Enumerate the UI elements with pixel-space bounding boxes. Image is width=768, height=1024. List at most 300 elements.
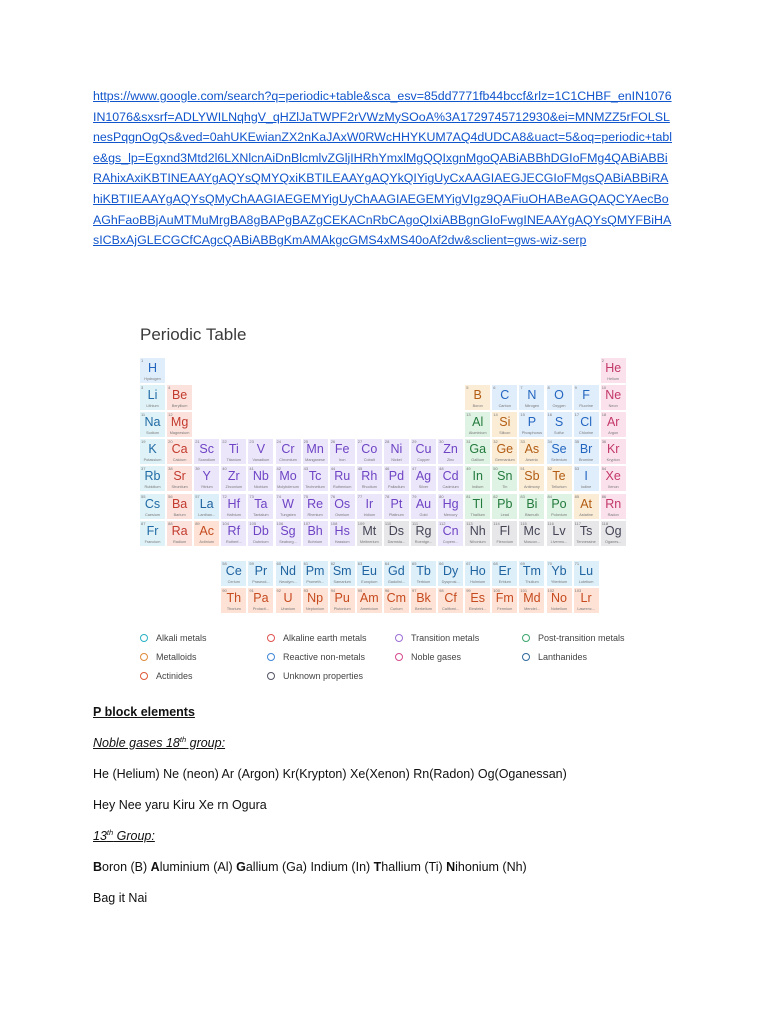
- legend-item: [267, 670, 363, 682]
- element-name: Darmsta...: [387, 539, 406, 544]
- atomic-number: 62: [330, 560, 336, 566]
- element-i: [574, 466, 599, 491]
- element-symbol: Ni: [390, 442, 403, 457]
- legend-label: Unknown properties: [283, 671, 364, 681]
- atomic-number: 103: [574, 587, 582, 593]
- element-sm: [330, 561, 355, 586]
- element-symbol: Sc: [199, 442, 214, 457]
- atomic-number: 95: [357, 587, 363, 593]
- element-symbol: In: [472, 469, 483, 484]
- element-symbol: Ac: [199, 523, 214, 538]
- element-symbol: Pu: [334, 590, 350, 605]
- element-au: [411, 494, 436, 519]
- atomic-number: 75: [303, 493, 309, 499]
- atomic-number: 18: [601, 412, 607, 418]
- element-symbol: Nb: [252, 469, 269, 484]
- element-name: Hassium: [334, 539, 350, 544]
- element-lu: [574, 561, 599, 586]
- element-symbol: No: [551, 590, 567, 605]
- legend-circle-icon: [395, 653, 403, 661]
- element-name: Fluorine: [579, 404, 593, 409]
- element-symbol: Ra: [171, 523, 188, 538]
- atomic-number: 17: [574, 412, 580, 418]
- element-symbol: Tc: [308, 469, 322, 484]
- element-symbol: Te: [552, 469, 566, 484]
- atomic-number: 79: [412, 493, 417, 499]
- atomic-number: 1: [141, 358, 144, 363]
- element-name: Lawrenc...: [577, 606, 595, 611]
- atomic-number: 9: [574, 385, 577, 391]
- element-te: [547, 466, 572, 491]
- element-symbol: I: [584, 469, 588, 484]
- element-symbol: Bh: [307, 523, 323, 538]
- element-o: [547, 385, 572, 410]
- element-name: Antimony: [523, 485, 540, 490]
- atomic-number: 73: [249, 493, 254, 499]
- element-db: [248, 521, 273, 546]
- element-name: Magnesium: [169, 431, 190, 436]
- element-text: luminium (Al): [159, 860, 237, 874]
- element-symbol: Y: [202, 469, 211, 484]
- element-name: Rhodium: [361, 485, 377, 490]
- element-hf: [221, 494, 246, 519]
- atomic-number: 15: [520, 412, 525, 418]
- element-symbol: Lr: [580, 590, 592, 605]
- element-name: Carbon: [498, 404, 512, 409]
- legend-circle-icon: [140, 634, 148, 642]
- element-name: Californi...: [442, 606, 460, 611]
- element-name: Argon: [608, 431, 619, 436]
- element-symbol: Br: [579, 442, 593, 457]
- element-name: Iron: [338, 458, 346, 463]
- atomic-number: 69: [520, 560, 525, 566]
- element-symbol: Nh: [469, 523, 486, 538]
- element-be: [167, 385, 192, 410]
- element-symbol: Po: [551, 496, 567, 511]
- element-symbol: Cm: [386, 590, 407, 605]
- atomic-number: 22: [222, 439, 227, 445]
- atomic-number: 82: [493, 493, 498, 499]
- element-symbol: Fe: [334, 442, 350, 457]
- element-symbol: At: [580, 496, 592, 511]
- legend-label: Actinides: [156, 671, 193, 681]
- element-name: Bromine: [579, 458, 594, 463]
- element-os: [330, 494, 355, 519]
- atomic-number: 38: [168, 466, 173, 472]
- element-symbol: Gd: [388, 563, 405, 578]
- legend-item: [395, 651, 461, 663]
- element-name: Mendel...: [524, 606, 540, 611]
- legend-item: [140, 670, 193, 682]
- element-symbol: Hf: [227, 496, 241, 511]
- element-symbol: Es: [470, 590, 485, 605]
- bold-initial: B: [93, 860, 103, 874]
- legend-label: Alkali metals: [156, 633, 207, 643]
- atomic-number: 117: [574, 520, 581, 526]
- element-name: Scandium: [198, 458, 216, 463]
- element-text: hallium (Ti): [381, 860, 447, 874]
- element-cr: [276, 439, 301, 464]
- element-symbol: Cd: [442, 469, 459, 484]
- atomic-number: 56: [168, 493, 173, 499]
- element-name: Thallium: [470, 512, 485, 517]
- atomic-number: 87: [141, 520, 146, 526]
- element-sn: [492, 466, 517, 491]
- atomic-number: 7: [520, 385, 523, 391]
- element-symbol: S: [554, 415, 564, 430]
- element-y: [194, 466, 219, 491]
- element-symbol: Rb: [144, 469, 161, 484]
- element-name: Ruthenium: [333, 485, 352, 490]
- element-cf: [438, 588, 463, 613]
- element-symbol: Pb: [497, 496, 513, 511]
- element-symbol: Zn: [443, 442, 458, 457]
- element-name: Aluminium: [468, 431, 487, 436]
- atomic-number: 33: [520, 439, 525, 445]
- element-br: [574, 439, 599, 464]
- element-name: Cadmium: [442, 485, 459, 490]
- element-name: Iridium: [363, 512, 375, 517]
- element-zn: [438, 439, 463, 464]
- element-symbol: Sb: [524, 469, 540, 484]
- periodic-table-figure: [137, 318, 657, 690]
- element-name: Rhenium: [307, 512, 323, 517]
- element-name: Copern...: [442, 539, 459, 544]
- atomic-number: 5: [466, 385, 469, 391]
- element-symbol: Ag: [415, 469, 432, 484]
- element-symbol: Al: [472, 415, 484, 430]
- element-tm: [519, 561, 544, 586]
- atomic-number: 34: [547, 439, 552, 445]
- element-name: Lutetium: [578, 579, 594, 584]
- element-symbol: Rh: [361, 469, 378, 484]
- element-symbol: K: [148, 442, 157, 457]
- p-block-heading: P block elements: [93, 705, 195, 719]
- element-symbol: C: [500, 388, 510, 403]
- element-li: [140, 385, 165, 410]
- element-symbol: Lv: [552, 523, 566, 538]
- element-name: Plutonium: [333, 606, 351, 611]
- element-at: [574, 494, 599, 519]
- element-symbol: Cl: [580, 415, 592, 430]
- element-name: Molybdenum: [277, 485, 299, 490]
- element-name: Lead: [500, 512, 510, 517]
- element-ti: [221, 439, 246, 464]
- element-symbol: Ca: [171, 442, 188, 457]
- element-ta: [248, 494, 273, 519]
- atomic-number: 39: [195, 466, 200, 472]
- legend-circle-icon: [522, 653, 530, 661]
- element-symbol: Ds: [388, 523, 405, 538]
- atomic-number: 41: [249, 466, 254, 472]
- element-bi: [519, 494, 544, 519]
- bold-initial: T: [373, 860, 382, 874]
- figure-title: Periodic Table: [140, 325, 247, 344]
- element-tl: [465, 494, 490, 519]
- element-ir: [357, 494, 382, 519]
- element-name: Thulium: [525, 579, 539, 584]
- element-pt: [384, 494, 409, 519]
- element-name: Neptunium: [305, 606, 325, 611]
- element-yb: [547, 561, 572, 586]
- element-rg: [411, 521, 436, 546]
- element-name: Helium: [607, 377, 620, 381]
- legend-circle-icon: [267, 653, 275, 661]
- element-he: [601, 358, 626, 383]
- element-name: Indium: [471, 485, 484, 490]
- element-name: Sodium: [146, 431, 159, 436]
- atomic-number: 59: [249, 560, 254, 566]
- element-name: Neon: [608, 404, 618, 409]
- element-name: Berkelium: [415, 606, 432, 611]
- element-si: [492, 412, 517, 437]
- element-name: Dubnium: [253, 539, 269, 544]
- element-name: Phosphorus: [521, 431, 543, 436]
- atomic-number: 28: [384, 439, 390, 445]
- atomic-number: 109: [357, 520, 365, 526]
- element-symbol: Am: [359, 590, 379, 605]
- legend-item: [522, 632, 625, 644]
- element-symbol: O: [554, 388, 564, 403]
- legend-label: Transition metals: [411, 633, 480, 643]
- element-symbol: P: [527, 415, 537, 430]
- element-symbol: Sn: [497, 469, 513, 484]
- element-ar: [601, 412, 626, 437]
- element-fm: [492, 588, 517, 613]
- atomic-number: 105: [249, 520, 257, 526]
- element-symbol: Ce: [225, 563, 242, 578]
- atomic-number: 77: [357, 493, 363, 499]
- atomic-number: 92: [276, 587, 281, 593]
- element-eu: [357, 561, 382, 586]
- element-gd: [384, 561, 409, 586]
- element-symbol: Sm: [332, 563, 352, 578]
- element-symbol: Er: [498, 563, 512, 578]
- element-al: [465, 412, 490, 437]
- element-h: [140, 358, 165, 383]
- atomic-number: 8: [547, 385, 550, 391]
- element-name: Bismuth: [525, 512, 539, 517]
- element-symbol: Md: [523, 590, 541, 605]
- element-hs: [330, 521, 355, 546]
- element-symbol: Rn: [605, 496, 622, 511]
- element-symbol: N: [527, 388, 537, 403]
- element-name: Astatine: [579, 512, 593, 517]
- element-name: Sulfur: [554, 431, 564, 436]
- element-es: [465, 588, 490, 613]
- element-name: Xenon: [607, 485, 619, 490]
- element-symbol: Co: [361, 442, 378, 457]
- atomic-number: 11: [141, 412, 146, 418]
- element-ru: [330, 466, 355, 491]
- element-lr: [574, 588, 599, 613]
- atomic-number: 84: [547, 493, 552, 499]
- atomic-number: 58: [222, 560, 227, 566]
- element-symbol: Rf: [227, 523, 241, 538]
- element-symbol: Dy: [442, 563, 459, 578]
- element-k: [140, 439, 165, 464]
- atomic-number: 35: [574, 439, 580, 445]
- atomic-number: 51: [520, 466, 525, 472]
- element-name: Lanthan...: [198, 512, 216, 517]
- element-symbol: Ti: [228, 442, 239, 457]
- element-text: ihonium (Nh): [455, 860, 527, 874]
- element-symbol: Sr: [173, 469, 186, 484]
- element-symbol: Be: [171, 388, 188, 403]
- element-symbol: Hg: [442, 496, 459, 511]
- element-ac: [194, 521, 219, 546]
- element-cn: [438, 521, 463, 546]
- element-symbol: Ar: [606, 415, 620, 430]
- element-name: Cobalt: [363, 458, 375, 463]
- element-name: Flerovium: [496, 539, 514, 544]
- element-sc: [194, 439, 219, 464]
- legend-item: [140, 632, 207, 644]
- atomic-number: 96: [384, 587, 390, 593]
- element-cm: [384, 588, 409, 613]
- element-name: Thorium: [226, 606, 241, 611]
- element-name: Palladium: [388, 485, 405, 490]
- atomic-number: 63: [357, 560, 363, 566]
- element-pd: [384, 466, 409, 491]
- element-name: Radium: [173, 539, 187, 544]
- element-rf: [221, 521, 246, 546]
- element-symbol: Pd: [388, 469, 405, 484]
- atomic-number: 14: [493, 412, 498, 418]
- element-w: [276, 494, 301, 519]
- element-symbol: Sg: [280, 523, 296, 538]
- atomic-number: 12: [168, 412, 173, 418]
- element-symbol: Fl: [499, 523, 510, 538]
- element-ga: [465, 439, 490, 464]
- element-name: Radon: [607, 512, 619, 517]
- element-name: Nickel: [391, 458, 402, 463]
- element-symbol: Tb: [416, 563, 431, 578]
- element-name: Silicon: [499, 431, 511, 436]
- atomic-number: 48: [439, 466, 444, 472]
- atomic-number: 57: [195, 493, 200, 499]
- atomic-number: 68: [493, 560, 498, 566]
- element-symbol: Mo: [279, 469, 297, 484]
- bold-initial: N: [446, 860, 456, 874]
- element-name: Osmium: [335, 512, 350, 517]
- element-na: [140, 412, 165, 437]
- group13-mnemonic: Bag it Nai: [93, 891, 148, 905]
- atomic-number: 97: [412, 587, 417, 593]
- element-symbol: Fm: [495, 590, 514, 605]
- element-name: Nitrogen: [524, 404, 540, 409]
- element-nh: [465, 521, 490, 546]
- element-name: Caesium: [145, 512, 160, 517]
- legend-label: Noble gases: [411, 652, 462, 662]
- element-symbol: Ne: [605, 388, 622, 403]
- element-symbol: B: [473, 388, 482, 403]
- element-symbol: Yb: [551, 563, 567, 578]
- element-symbol: Db: [252, 523, 269, 538]
- legend-label: Reactive non-metals: [283, 652, 366, 662]
- element-la: [194, 494, 219, 519]
- bold-initial: A: [150, 860, 160, 874]
- element-name: Europium: [361, 579, 378, 584]
- element-zr: [221, 466, 246, 491]
- atomic-number: 67: [466, 560, 471, 566]
- atomic-number: 40: [222, 466, 227, 472]
- atomic-number: 4: [168, 385, 171, 391]
- atomic-number: 102: [547, 587, 555, 593]
- atomic-number: 89: [195, 520, 200, 526]
- element-name: Einsteini...: [468, 606, 487, 611]
- atomic-number: 101: [520, 587, 528, 593]
- element-symbol: Nd: [280, 563, 296, 578]
- element-mt: [357, 521, 382, 546]
- element-xe: [601, 466, 626, 491]
- legend-label: Alkaline earth metals: [283, 633, 367, 643]
- legend-item: [140, 651, 197, 663]
- atomic-number: 50: [493, 466, 498, 472]
- element-lv: [547, 521, 572, 546]
- element-cd: [438, 466, 463, 491]
- noble-gases-heading: Noble gases 18th group:: [93, 734, 226, 750]
- element-tc: [303, 466, 328, 491]
- element-name: Tellurium: [551, 485, 567, 490]
- element-name: Americium: [360, 606, 379, 611]
- element-name: Silver: [418, 485, 429, 490]
- legend-circle-icon: [522, 634, 530, 642]
- atomic-number: 32: [493, 439, 498, 445]
- element-nb: [248, 466, 273, 491]
- element-symbol: Bk: [416, 590, 431, 605]
- element-name: Krypton: [606, 458, 620, 463]
- element-name: Francium: [144, 539, 161, 544]
- element-symbol: Ts: [579, 523, 593, 538]
- element-symbol: Mn: [306, 442, 324, 457]
- element-name: Samarium: [333, 579, 351, 584]
- element-symbol: Cs: [144, 496, 161, 511]
- element-cs: [140, 494, 165, 519]
- atomic-number: 53: [574, 466, 580, 472]
- element-u: [276, 588, 301, 613]
- element-text: Indium (In): [310, 860, 374, 874]
- element-pr: [248, 561, 273, 586]
- element-md: [519, 588, 544, 613]
- atomic-number: 19: [141, 439, 146, 445]
- element-symbol: Zr: [227, 469, 240, 484]
- atomic-number: 111: [412, 520, 419, 526]
- element-pa: [248, 588, 273, 613]
- atomic-number: 113: [466, 520, 473, 526]
- atomic-number: 29: [412, 439, 417, 445]
- atomic-number: 26: [330, 439, 336, 445]
- atomic-number: 49: [466, 466, 471, 472]
- atomic-number: 46: [384, 466, 390, 472]
- element-sb: [519, 466, 544, 491]
- atomic-number: 107: [303, 520, 311, 526]
- element-b: [465, 385, 490, 410]
- element-name: Yttrium: [200, 485, 213, 490]
- atomic-number: 61: [303, 560, 309, 566]
- search-url-link[interactable]: https://www.google.com/search?q=periodic+table&sca_esv=85dd7771fb44bccf&rlz=1C1CHBF_enIN1076IN1076&sxsrf=ADLYWILNqhgV_qHZlJaTWPF2rVWzMySOoA%3A1729745712930&ei=MNMZZ5rFOLSLnesPqgnOgQs&ved=0ahUKEwianZX2nKaJAxW0RWcHHYKUM7AQ4dUDCA8&uact=5&oq=periodic+table&gs_lp=Egxnd3Mtd2l6LXNlcnAiDnBlcmlvZGljIHRhYmxlMgQQIxgnMgoQABiABBhDGIoFMg4QABiABBiRAhixAxiKBTINEAAYgAQYsQMYQxiKBTILEAAYgAQYkQIYigUyCxAAGIAEGJECGIoFMgsQABiABBiRAhiKBTIIEAAYgAQYsQMyChAAGIAEGEMYigUyChAAGIAEGEMYigVIgz9QAFiuOHABeAGQAQCYAecBoAGhFaoBBjAuMTMuMrgBA8gBAPgBAZgCEKACnRbCAgoQIxiABBgnGIoFwgINEAAYgAQYsQMYFBiHAsICBxAjGLECGCfCAgcQABiABBgKmAMAkgcGMS4xMS40oAf2dw&sclient=gws-wiz-serp: [93, 89, 672, 248]
- atomic-number: 112: [439, 520, 446, 526]
- noble-gases-mnemonic: Hey Nee yaru Kiru Xe rn Ogura: [93, 798, 267, 812]
- legend-item: [267, 632, 367, 644]
- element-symbol: W: [282, 496, 294, 511]
- atomic-number: 25: [303, 439, 309, 445]
- element-name: Zirconium: [225, 485, 243, 490]
- element-text: oron (B): [102, 860, 151, 874]
- group13-list: [93, 859, 527, 875]
- atomic-number: 55: [141, 493, 146, 499]
- element-name: Fermium: [497, 606, 513, 611]
